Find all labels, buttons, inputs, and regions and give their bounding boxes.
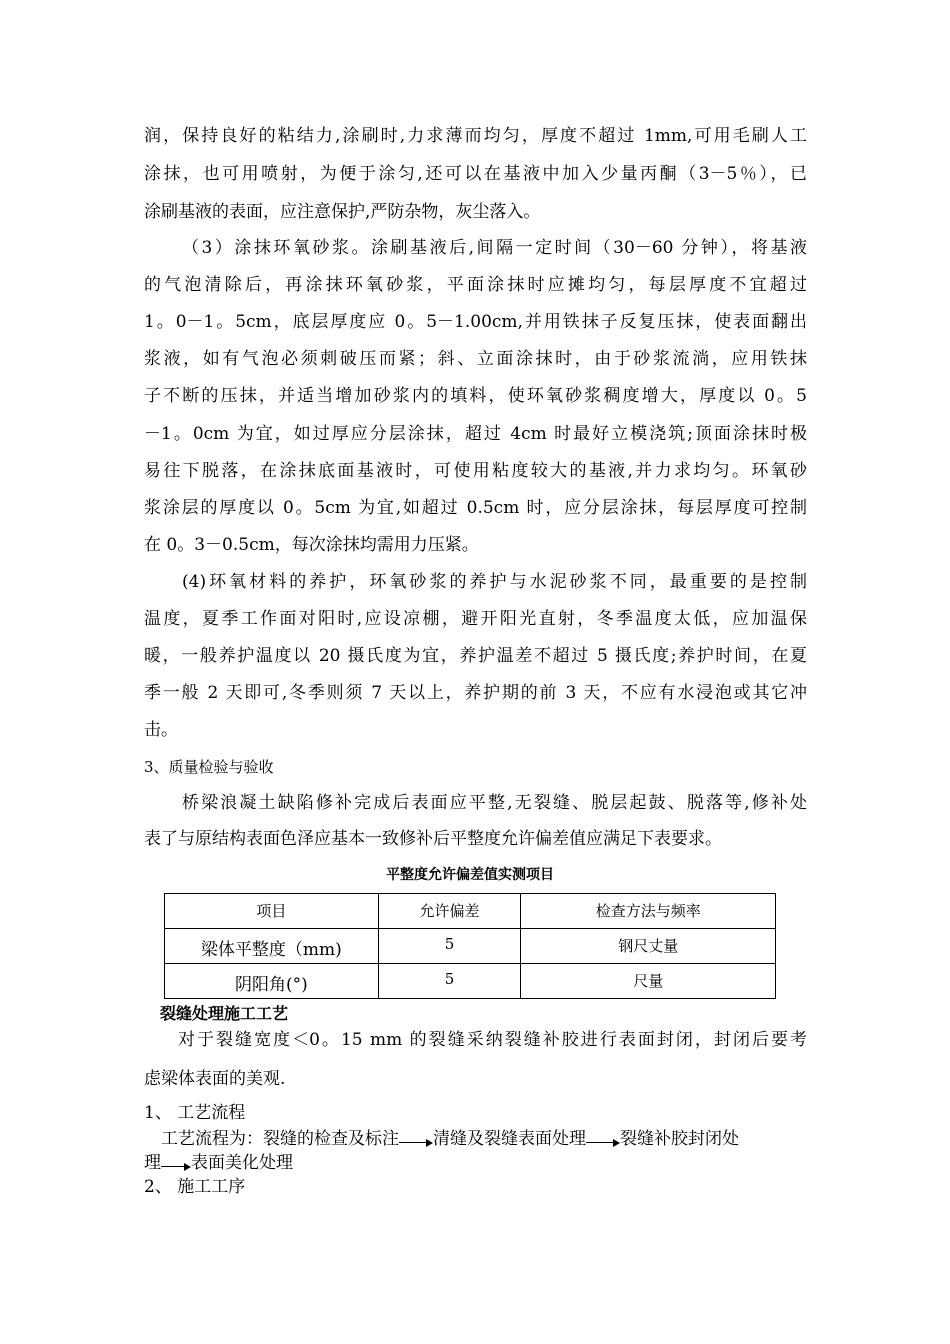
paragraph1-line-1: 润，保持良好的粘结力,涂刷时,力求薄而均匀，厚度不超过 1mm,可用毛刷人工 xyxy=(144,126,807,146)
table-header-item: 项目 xyxy=(165,894,379,929)
table-cell: 阴阳角(°) xyxy=(165,964,379,999)
paragraph4-line-2: 表了与原结构表面色泽应基本一致修补后平整度允许偏差值应满足下表要求。 xyxy=(144,829,722,849)
flow-step-seal-cont: 理 xyxy=(144,1153,161,1173)
paragraph2-line-4: 浆液，如有气泡必须刺破压而紧；斜、立面涂抹时，由于砂浆流淌，应用铁抹 xyxy=(144,349,807,369)
table-caption: 平整度允许偏差值实测项目 xyxy=(386,867,554,883)
paragraph2-line-6: －1。0cm 为宜，如过厚应分层涂抹，超过 4cm 时最好立模浇筑;顶面涂抹时极 xyxy=(144,424,807,444)
right-arrow-icon xyxy=(399,1132,433,1144)
paragraph3-line-1: (4)环氧材料的养护，环氧砂浆的养护与水泥砂浆不同，最重要的是控制 xyxy=(182,572,807,592)
table-cell: 5 xyxy=(378,929,521,964)
table-cell: 尺量 xyxy=(521,964,776,999)
paragraph2-line-9: 在 0。3－0.5cm，每次涂抹均需用力压紧。 xyxy=(144,535,479,555)
paragraph2-line-7: 易往下脱落，在涂抹底面基液时，可使用粘度较大的基液,并力求均匀。环氧砂 xyxy=(144,461,807,481)
process-flow-line-cont xyxy=(144,1153,807,1173)
right-arrow-icon xyxy=(161,1156,191,1168)
paragraph3-line-5: 击。 xyxy=(144,720,178,740)
paragraph2-line-1: （3）涂抹环氧砂浆。涂刷基液后,间隔一定时间（30－60 分钟），将基液 xyxy=(182,238,807,258)
paragraph2-line-8: 浆涂层的厚度以 0。5cm 为宜,如超过 0.5cm 时，应分层涂抹，每层厚度可控制 xyxy=(144,498,807,518)
process-flow-title: 1、 工艺流程 xyxy=(144,1103,246,1123)
table-cell: 钢尺丈量 xyxy=(521,929,776,964)
table-header-method: 检查方法与频率 xyxy=(521,894,776,929)
crack-intro-line-1: 对于裂缝宽度＜0。15 mm 的裂缝采纳裂缝补胶进行表面封闭，封闭后要考 xyxy=(178,1030,807,1050)
section3-title: 3、质量检验与验收 xyxy=(144,758,274,776)
table-cell: 5 xyxy=(378,964,521,999)
table-cell: 梁体平整度（mm) xyxy=(165,929,379,964)
flow-step-inspect: 工艺流程为：裂缝的检查及标注 xyxy=(161,1129,399,1149)
table-header-row xyxy=(165,894,776,929)
construction-steps-title: 2、 施工工序 xyxy=(144,1177,246,1197)
right-arrow-icon xyxy=(586,1132,620,1144)
table-header-tolerance: 允许偏差 xyxy=(378,894,521,929)
paragraph1-line-2: 涂抹，也可用喷射，为便于涂匀,还可以在基液中加入少量丙酮（3－5％），已 xyxy=(144,164,807,184)
table-row xyxy=(165,964,776,999)
flow-step-finish: 表面美化处理 xyxy=(191,1153,293,1173)
process-flow-line xyxy=(161,1129,807,1149)
flow-step-clean: 清缝及裂缝表面处理 xyxy=(433,1129,586,1149)
paragraph1-line-3: 涂刷基液的表面，应注意保护,严防杂物，灰尘落入。 xyxy=(144,202,541,222)
crack-intro-line-2: 虑梁体表面的美观. xyxy=(144,1069,286,1089)
tolerance-table xyxy=(164,893,776,999)
paragraph3-line-2: 温度，夏季工作面对阳时,应设凉棚，避开阳光直射，冬季温度太低，应加温保 xyxy=(144,609,807,629)
table-row xyxy=(165,929,776,964)
paragraph2-line-5: 子不断的压抹，并适当增加砂浆内的填料，使环氧砂浆稠度增大，厚度以 0。5 xyxy=(144,386,807,406)
paragraph2-line-2: 的气泡清除后，再涂抹环氧砂浆，平面涂抹时应摊均匀，每层厚度不宜超过 xyxy=(144,275,807,295)
flow-step-seal: 裂缝补胶封闭处 xyxy=(620,1129,739,1149)
paragraph2-line-3: 1。0－1。5cm，底层厚度应 0。5－1.00cm,并用铁抹子反复压抹，使表面翻出 xyxy=(144,312,807,332)
crack-section-heading: 裂缝处理施工工艺 xyxy=(160,1004,289,1023)
paragraph3-line-4: 季一般 2 天即可,冬季则须 7 天以上，养护期的前 3 天，不应有水浸泡或其它冲 xyxy=(144,683,807,703)
paragraph3-line-3: 暖，一般养护温度以 20 摄氏度为宜，养护温差不超过 5 摄氏度;养护时间，在夏 xyxy=(144,646,807,666)
paragraph4-line-1: 桥梁浪凝土缺陷修补完成后表面应平整,无裂缝、脱层起鼓、脱落等,修补处 xyxy=(182,793,807,813)
